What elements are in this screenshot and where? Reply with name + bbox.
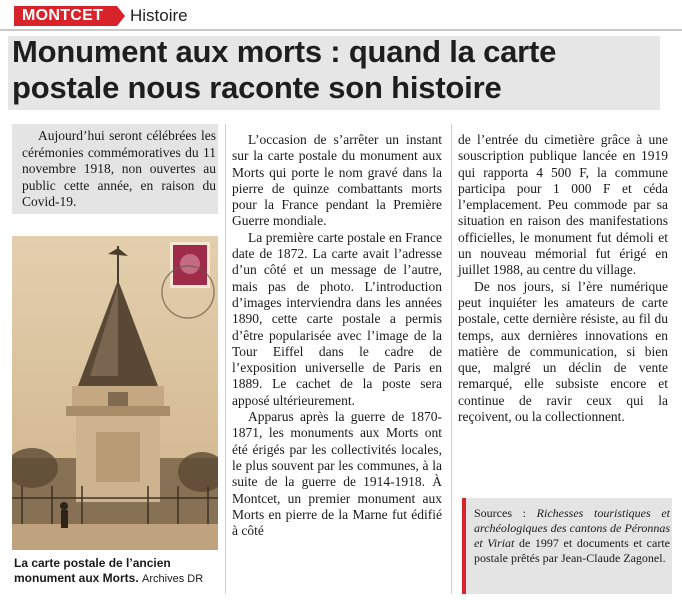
header-divider: [0, 29, 682, 31]
paragraph: Apparus après la guerre de 1870-1871, les monuments aux Morts ont été érigés par les collectivités locales, le plus souvent par les communes, à la suite de la guerre de 1914-1918. À Montcet, un premier monument aux Morts en pierre de la Marne fut édifié à côté: [232, 409, 442, 539]
column-divider: [225, 124, 226, 594]
column-divider: [451, 124, 452, 594]
paragraph: La première carte postale en France date de 1872. La carte avait l’adresse d’un côté et un message de l’autre, mais pas de photo. L’introduction d’images interviendra dans les années 1890, cette carte postale a permis d’être popularisée avec l’image de la Tour Eiffel dans le cadre de l’exposition universelle de Paris en 1889. Le cachet de la poste sera apposé ultérieurement.: [232, 229, 442, 408]
article-column-2: [232, 132, 442, 539]
sources-accent-bar: [462, 498, 466, 594]
article-column-3: [458, 132, 668, 425]
monument-illustration: [12, 236, 218, 550]
postcard-photo: [12, 236, 218, 550]
paragraph: L’occasion de s’arrêter un instant sur la carte postale du monument aux Morts qui porte le nom gravé dans la pierre de quinze combattants morts pour la France pendant la Première Guerre mondiale.: [232, 132, 442, 229]
sources-rest: de 1997 et documents et carte postale prêtés par Jean-Claude Zagonel.: [474, 536, 670, 565]
town-badge: MONTCET: [14, 6, 117, 26]
caption-credit: Archives DR: [142, 573, 204, 585]
paragraph: De nos jours, si l’ère numérique peut inquiéter les amateurs de carte postale, cette dernière résiste, au fil du temps, aux dernières innovations en matière de communication, si bien que, malgré un déclin de vente remarqué, elle subsiste encore et continue de ravir ceux qui la reçoivent, ou la collectionnent.: [458, 278, 668, 425]
sources-text: [474, 506, 670, 566]
sources-title: Richesses touristiques et archéologiques des cantons de Péronnas et Viriat: [474, 506, 670, 550]
intro-text: Aujourd’hui seront célébrées les cérémonies commémoratives du 11 novembre 1918, non ouvertes au public cette année, en raison du Covid-19.: [22, 128, 216, 209]
sources-lead: Sources :: [474, 506, 537, 520]
section-header: [0, 2, 682, 28]
paragraph: de l’entrée du cimetière grâce à une souscription publique lancée en 1919 qui rapporta 4 500 F, la commune participa pour 1 000 F et céda l’emplacement. Peu commode par sa situation en raison des manifestations officielles, le monument fut démoli et un nouveau mémorial fut érigé en juillet 1988, au centre du village.: [458, 132, 668, 278]
postage-stamp-icon: [170, 242, 210, 288]
rubric-label: Histoire: [130, 6, 188, 25]
photo-caption: [14, 556, 222, 587]
headline: Monument aux morts : quand la carte postale nous raconte son histoire: [12, 34, 557, 105]
caption-text: La carte postale de l’ancien monument aux Morts.: [14, 556, 171, 585]
